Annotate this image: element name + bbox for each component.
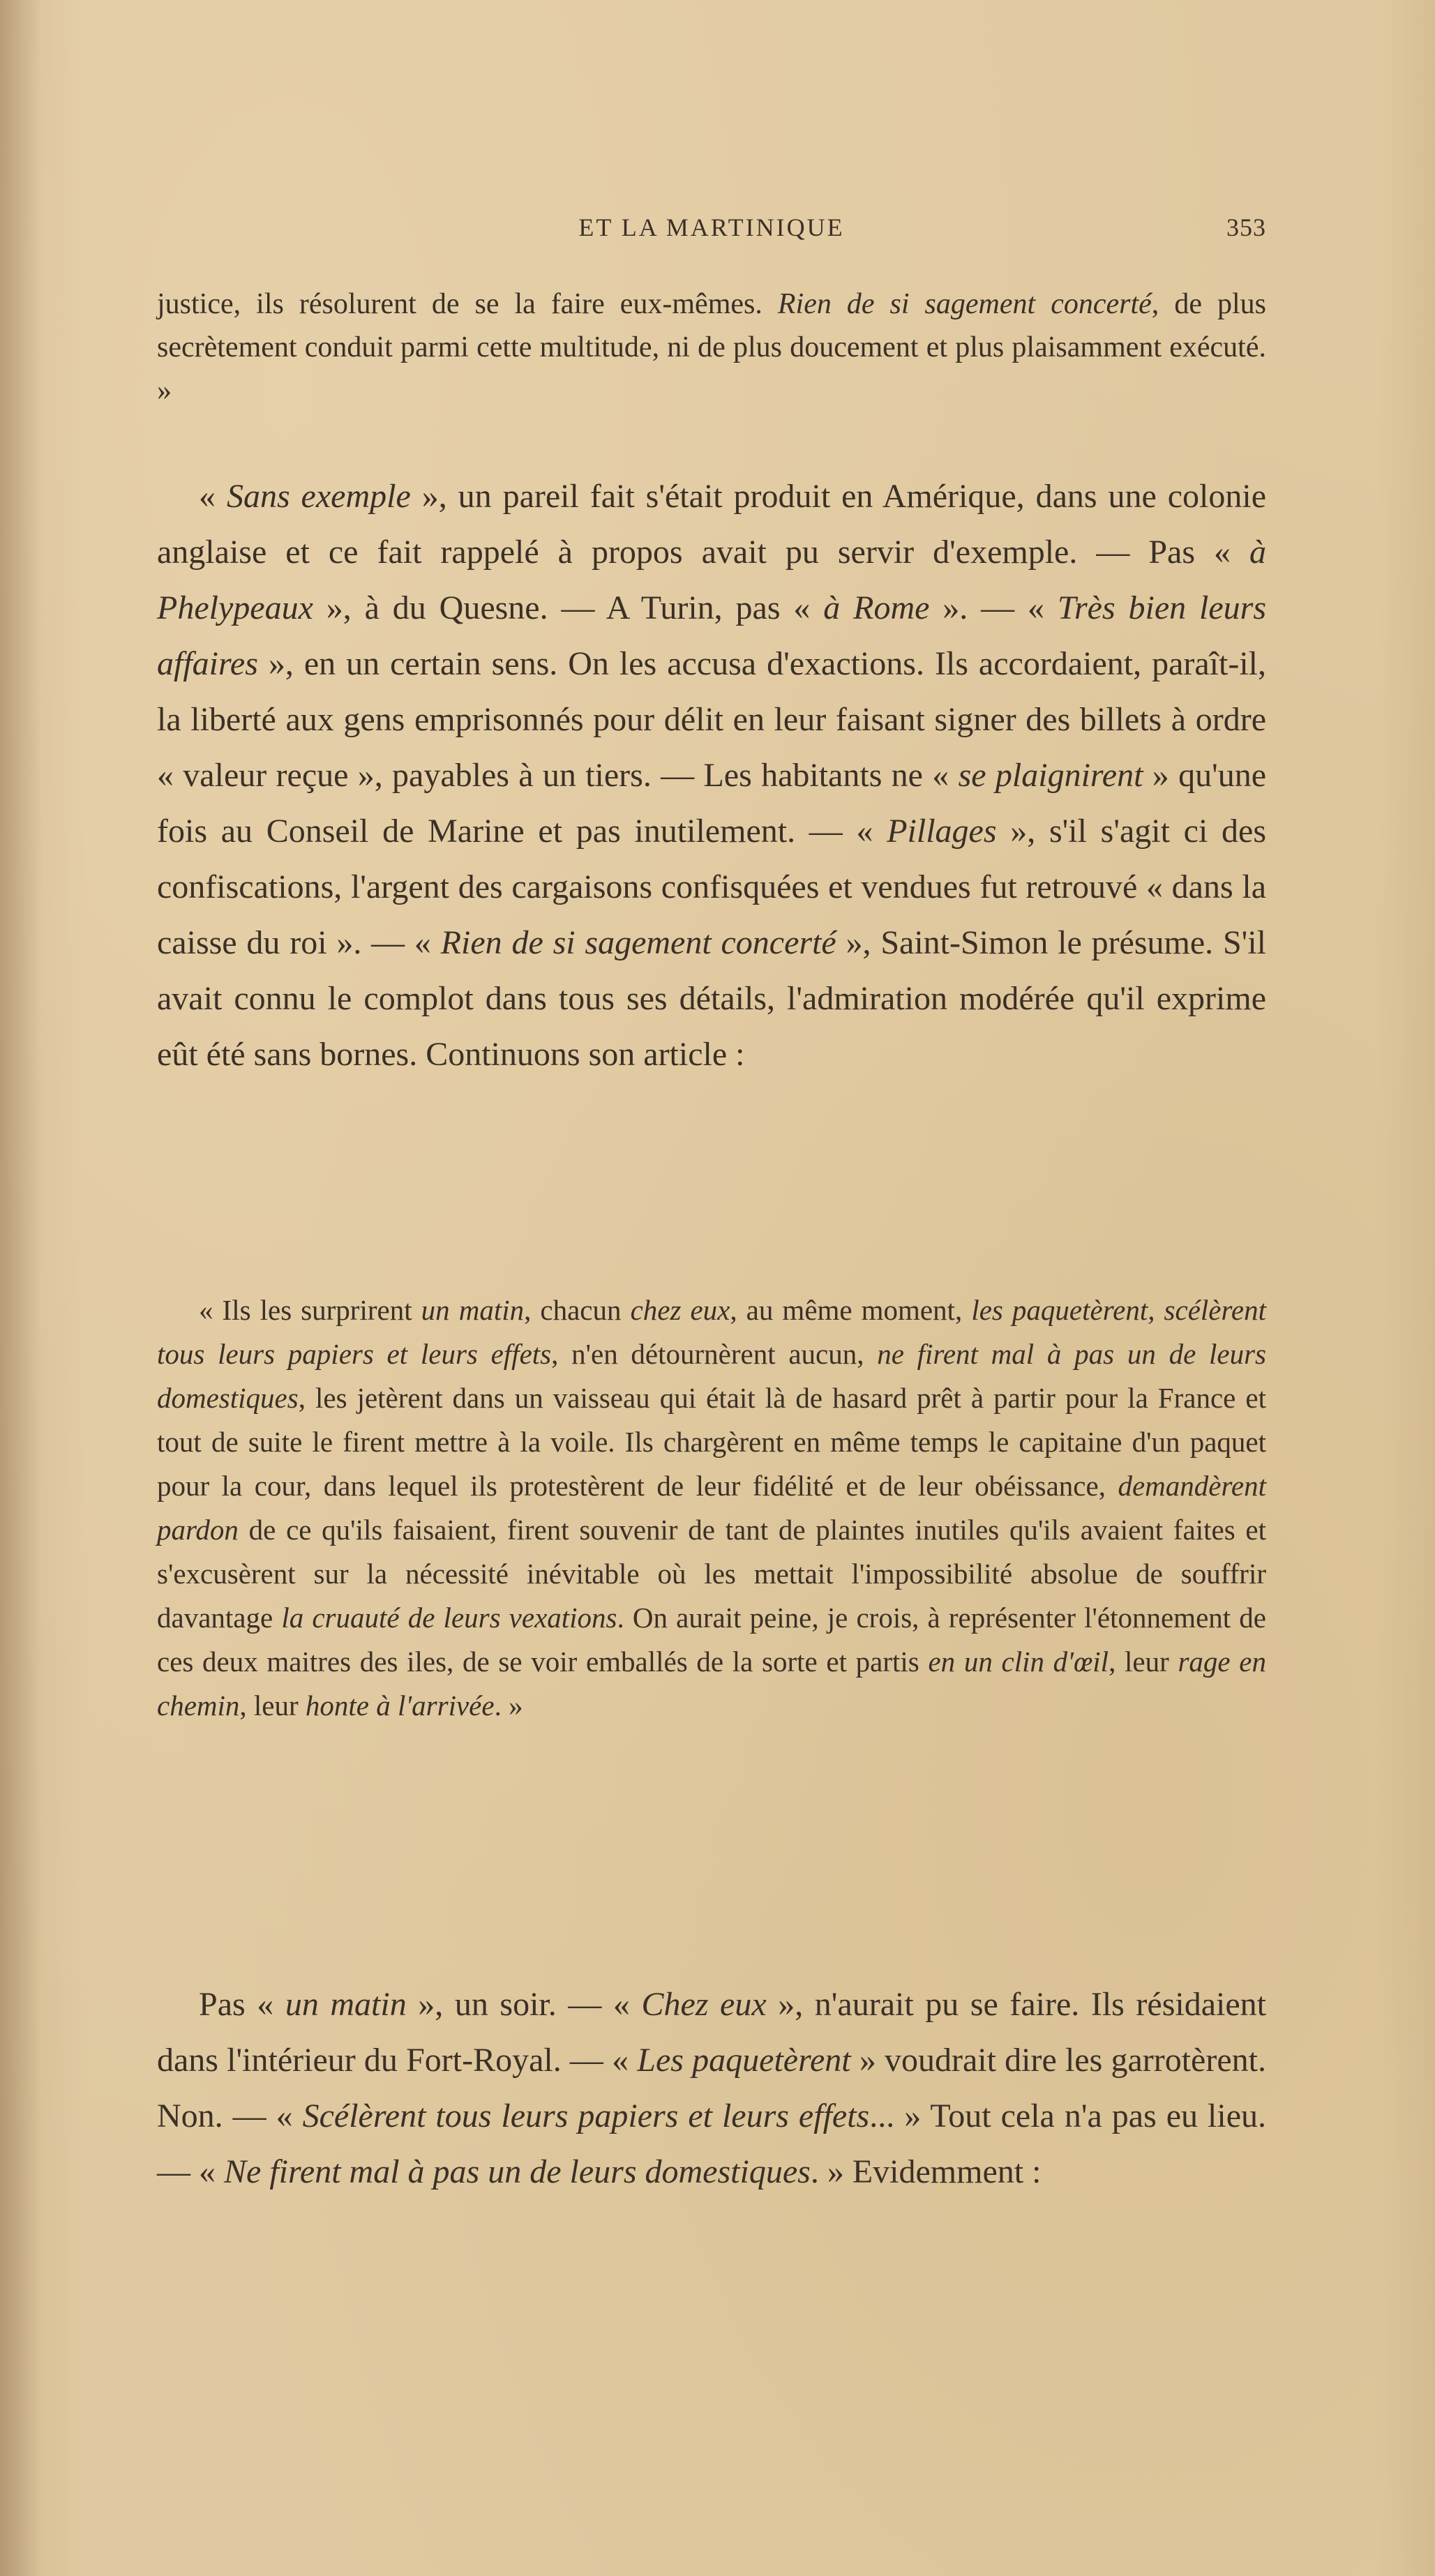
paragraph-closing <box>157 1977 1266 2200</box>
italic-run: Sans exemple <box>226 478 411 515</box>
italic-run: demandèrent pardon <box>157 1470 1266 1546</box>
text-run: », en un certain sens. On les accusa d'exactions. Ils accordaient, paraît-il, la liberté aux gens emprisonnés pour délit en leur faisant signer des billets à ordre « valeur reçue », payables à un tiers. — Les habitants ne « <box>157 645 1266 794</box>
italic-run: ne firent mal à pas un de leurs domestiques <box>157 1338 1266 1414</box>
text-run: « Ils les surprirent <box>199 1294 421 1326</box>
running-title: ET LA MARTINIQUE <box>578 213 845 241</box>
text-run: », un pareil fait s'était produit en Amérique, dans une colonie anglaise et ce fait rappelé à propos avait pu servir d'exemple. — Pas « <box>157 478 1267 571</box>
italic-run: se plaignirent <box>958 757 1143 794</box>
italic-run: à Rome <box>823 589 930 626</box>
text-run: . » Evidemment : <box>810 2153 1042 2190</box>
italic-run: un matin <box>285 1986 407 2023</box>
text-run: , leur <box>239 1689 306 1722</box>
text-run: », à du Quesne. — A Turin, pas « <box>313 589 824 626</box>
italic-run: honte à l'arrivée <box>305 1689 495 1722</box>
paragraph-main <box>157 469 1266 1083</box>
italic-run: rage en chemin <box>157 1645 1266 1722</box>
page-edge-shadow <box>0 0 42 2576</box>
text-run: », n'aurait pu se faire. Ils résidaient dans l'intérieur du Fort-Royal. — « <box>157 1986 1267 2079</box>
text-run: . » <box>494 1689 523 1722</box>
running-head <box>157 213 1266 248</box>
paragraph-intro <box>157 283 1266 412</box>
text-run: ... » Tout cela n'a pas eu lieu. — « <box>157 2097 1266 2190</box>
text-run: » voudrait dire les garrotèrent. Non. — « <box>157 2042 1266 2134</box>
text-run: , n'en détournèrent aucun, <box>551 1338 878 1370</box>
text-run: », Saint-Simon le présume. S'il avait connu le complot dans tous ses détails, l'admiration modérée qu'il exprime eût été sans bornes. Continuons son article : <box>157 924 1266 1073</box>
italic-run: un matin <box>421 1294 525 1326</box>
block-quote <box>157 1288 1266 1728</box>
text-run: Pas « <box>199 1986 285 2023</box>
italic-run: en un clin d'œil <box>928 1645 1109 1678</box>
text-run: » qu'une fois au Conseil de Marine et pas inutilement. — « <box>157 757 1267 850</box>
text-run: « <box>199 478 227 515</box>
text-run: , chacun <box>524 1294 631 1326</box>
italic-run: Rien de si sagement concerté <box>440 924 836 961</box>
italic-run: chez eux <box>630 1294 730 1326</box>
italic-run: Pillages <box>887 813 997 850</box>
italic-run: la cruauté de leurs vexations <box>281 1602 617 1634</box>
text-run: , au même moment, <box>730 1294 972 1326</box>
text-run: », un soir. — « <box>406 1986 642 2023</box>
text-run: », s'il s'agit ci des confiscations, l'argent des cargaisons confisquées et vendues fut retrouvé « dans la caisse du roi ». — « <box>157 813 1266 961</box>
italic-run: Scélèrent tous leurs papiers et leurs effets <box>302 2097 870 2134</box>
text-run: de ce qu'ils faisaient, firent souvenir de tant de plaintes inutiles qu'ils avaient faites et s'excusèrent sur la nécessité inévitable où les mettait l'impossibilité absolue de souffrir davantage <box>157 1514 1266 1634</box>
text-run: , leur <box>1109 1645 1178 1678</box>
italic-run: les paquetèrent, scélèrent tous leurs papiers et leurs effets <box>157 1294 1266 1370</box>
text-run: justice, ils résolurent de se la faire eux-mêmes. <box>157 288 778 320</box>
italic-run: Ne firent mal à pas un de leurs domestiques <box>224 2153 811 2190</box>
italic-run: Les paquetèrent <box>637 2042 851 2079</box>
text-run: ». — « <box>929 589 1058 626</box>
text-run: , de plus secrètement conduit parmi cette multitude, ni de plus doucement et plus plaisamment exécuté. » <box>157 288 1266 407</box>
italic-run: à Phelypeaux <box>157 534 1266 626</box>
italic-run: Rien de si sagement concerté <box>777 288 1152 320</box>
page-number: 353 <box>1226 213 1266 241</box>
italic-run: Chez eux <box>641 1986 767 2023</box>
text-run: . On aurait peine, je crois, à représenter l'étonnement de ces deux maitres des iles, de se voir emballés de la sorte et partis <box>157 1602 1266 1678</box>
text-run: , les jetèrent dans un vaisseau qui était là de hasard prêt à partir pour la France et tout de suite le firent mettre à la voile. Ils chargèrent en même temps le capitaine d'un paquet pour la cour, dans lequel ils protestèrent de leur fidélité et de leur obéissance, <box>157 1382 1266 1502</box>
italic-run: Très bien leurs affaires <box>157 589 1267 682</box>
